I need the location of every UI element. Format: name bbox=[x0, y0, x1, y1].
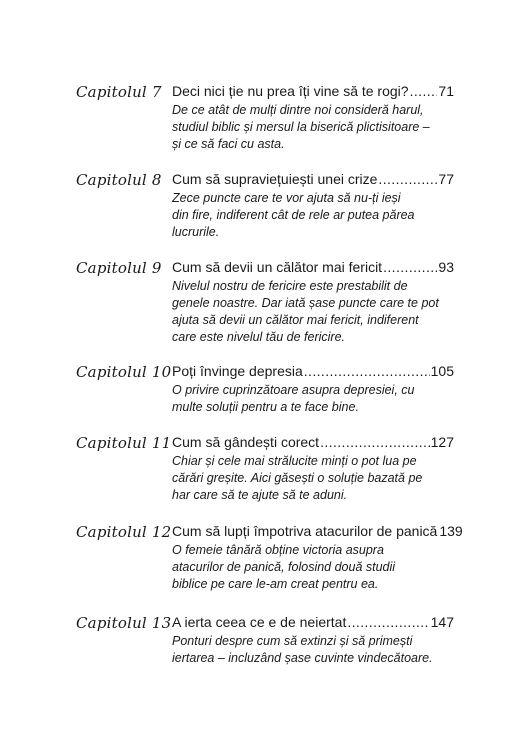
chapter-number: Capitolul 9 bbox=[76, 259, 162, 277]
description-line: ajuta să devii un călător mai fericit, indiferent bbox=[172, 313, 419, 327]
description-line: O privire cuprinzătoare asupra depresiei, cu bbox=[172, 383, 415, 397]
page-number: 127 bbox=[430, 434, 454, 450]
description-line: lucrurile. bbox=[172, 225, 220, 239]
dot-leader bbox=[304, 363, 430, 379]
chapter-title-row bbox=[172, 523, 463, 539]
chapter-title-row bbox=[172, 434, 454, 450]
chapter-title: Deci nici ție nu prea îți vine să te rogi? bbox=[172, 83, 409, 99]
page-number: 77 bbox=[438, 171, 454, 187]
description-line: care este nivelul tău de fericire. bbox=[172, 330, 346, 344]
chapter-title-row bbox=[172, 83, 454, 99]
chapter-title: Cum să supraviețuiești unei crize bbox=[172, 171, 378, 187]
page-number: 147 bbox=[430, 614, 454, 630]
chapter-title-row bbox=[172, 171, 454, 187]
chapter-title-row bbox=[172, 614, 454, 630]
chapter-description bbox=[172, 382, 462, 416]
description-line: biblice pe care le-am creat pentru ea. bbox=[172, 577, 379, 591]
dot-leader bbox=[383, 259, 437, 275]
description-line: genele noastre. Dar iată șase puncte care te pot bbox=[172, 296, 439, 310]
chapter-title: Cum să devii un călător mai fericit bbox=[172, 259, 383, 275]
description-line: De ce atât de mulți dintre noi consideră harul, bbox=[172, 103, 424, 117]
page-number: 71 bbox=[438, 83, 454, 99]
chapter-number: Capitolul 11 bbox=[76, 434, 172, 452]
chapter-number: Capitolul 13 bbox=[76, 614, 172, 632]
description-line: O femeie tânără obține victoria asupra bbox=[172, 543, 384, 557]
chapter-number: Capitolul 10 bbox=[76, 363, 172, 381]
page-number: 139 bbox=[439, 523, 463, 539]
dot-leader bbox=[320, 434, 430, 450]
description-line: Ponturi despre cum să extinzi și să primești bbox=[172, 634, 413, 648]
chapter-description bbox=[172, 102, 462, 153]
chapter-title: Cum să gândești corect bbox=[172, 434, 320, 450]
chapter-title: Poți învinge depresia bbox=[172, 363, 303, 379]
chapter-description bbox=[172, 453, 462, 504]
page-number: 105 bbox=[430, 363, 454, 379]
description-line: multe soluții pentru a te face bine. bbox=[172, 400, 359, 414]
chapter-title-row bbox=[172, 259, 454, 275]
description-line: și ce să faci cu asta. bbox=[172, 137, 285, 151]
chapter-description bbox=[172, 278, 462, 346]
dot-leader bbox=[410, 83, 438, 99]
chapter-description bbox=[172, 542, 462, 593]
description-line: har care să te ajute să te aduni. bbox=[172, 488, 348, 502]
dot-leader bbox=[378, 171, 437, 187]
chapter-title: A ierta ceea ce e de neiertat bbox=[172, 614, 347, 630]
description-line: Zece puncte care te vor ajuta să nu-ți ieși bbox=[172, 191, 401, 205]
description-line: atacurilor de panică, folosind două studii bbox=[172, 560, 396, 574]
chapter-title-row bbox=[172, 363, 454, 379]
dot-leader bbox=[347, 614, 429, 630]
description-line: studiul biblic și mersul la biserică plictisitoare – bbox=[172, 120, 430, 134]
description-line: cărări greșite. Aici găsești o soluție bazată pe bbox=[172, 471, 423, 485]
page-number: 93 bbox=[438, 259, 454, 275]
chapter-description bbox=[172, 633, 462, 667]
chapter-number: Capitolul 7 bbox=[76, 83, 162, 101]
chapter-number: Capitolul 8 bbox=[76, 171, 162, 189]
chapter-number: Capitolul 12 bbox=[76, 523, 172, 541]
chapter-description bbox=[172, 190, 462, 241]
description-line: Nivelul nostru de fericire este prestabilit de bbox=[172, 279, 408, 293]
chapter-title: Cum să lupți împotriva atacurilor de panică bbox=[172, 523, 438, 539]
description-line: Chiar și cele mai strălucite minți o pot lua pe bbox=[172, 454, 417, 468]
description-line: din fire, indiferent cât de rele ar putea părea bbox=[172, 208, 415, 222]
description-line: iertarea – incluzând șase cuvinte vindecătoare. bbox=[172, 651, 433, 665]
